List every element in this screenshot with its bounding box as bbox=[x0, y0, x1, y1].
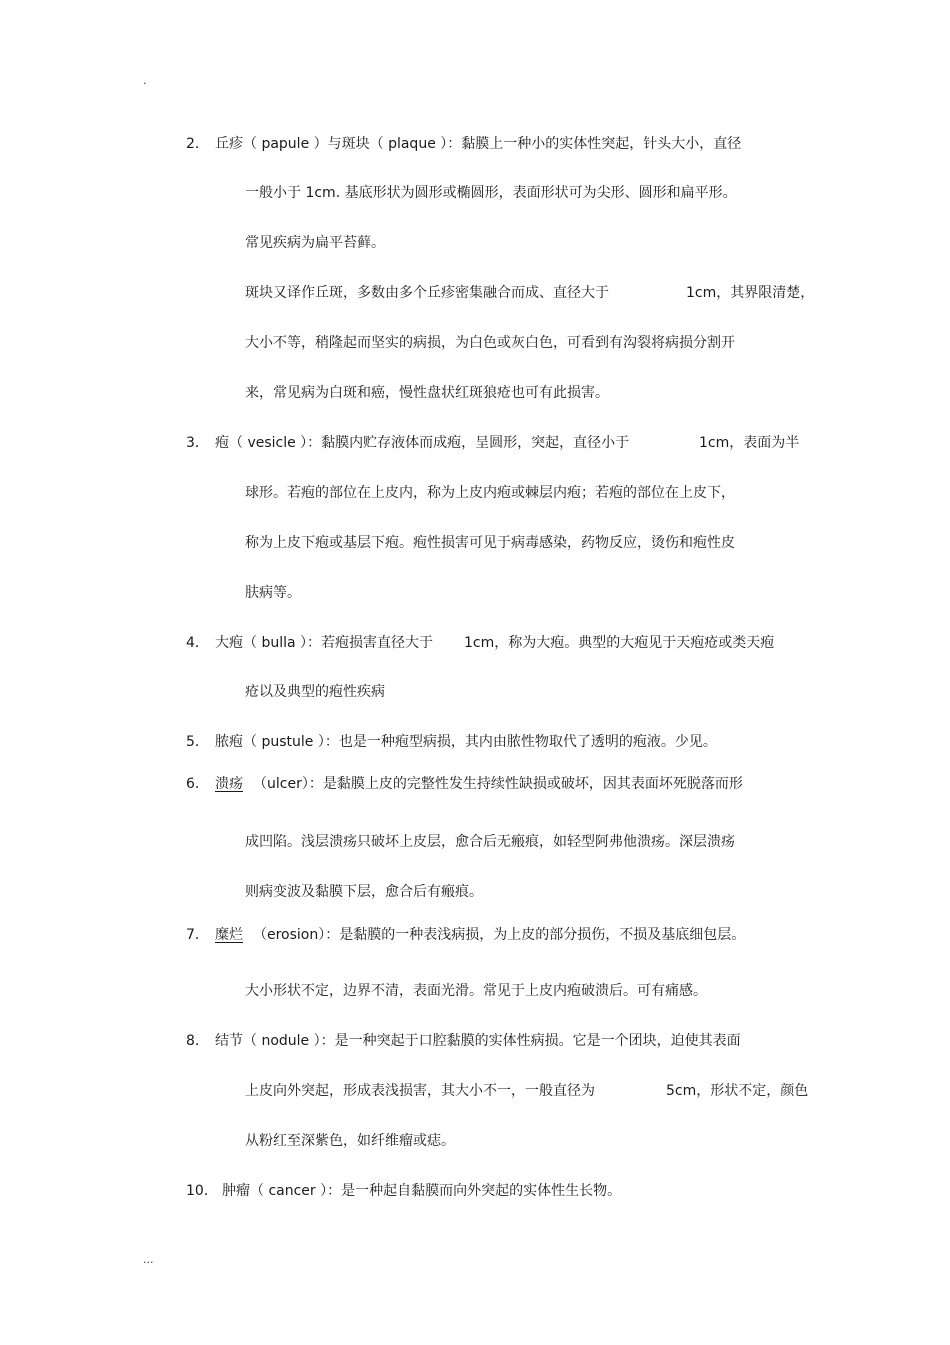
header-mark: . bbox=[143, 74, 147, 87]
item-2-line-6: 来，常见病为白斑和癌，慢性盘状红斑狼疮也可有此损害。 bbox=[245, 385, 609, 401]
item-10-number: 10． bbox=[186, 1183, 218, 1199]
item-2-number: 2． bbox=[186, 136, 209, 152]
item-8-number: 8． bbox=[186, 1033, 209, 1049]
item-5-number: 5． bbox=[186, 734, 209, 750]
item-8-line-2b: 5cm，形状不定，颜色 bbox=[666, 1083, 809, 1099]
item-3-line-2: 球形。若疱的部位在上皮内，称为上皮内疱或棘层内疱；若疱的部位在上皮下， bbox=[245, 485, 735, 501]
item-7-term: 糜烂 bbox=[215, 927, 243, 943]
item-3-number: 3． bbox=[186, 435, 209, 451]
item-2-line-4a: 斑块又译作丘斑，多数由多个丘疹密集融合而成、直径大于 bbox=[245, 285, 609, 301]
item-3-line-1b: 1cm，表面为半 bbox=[699, 435, 800, 451]
item-7-line-1: （erosion）：是黏膜的一种表浅病损，为上皮的部分损伤，不损及基底细包层。 bbox=[253, 927, 746, 943]
item-3-line-1a: 疱（ vesicle ）：黏膜内贮存液体而成疱，呈圆形，突起，直径小于 bbox=[215, 435, 630, 451]
item-7-line-2: 大小形状不定，边界不清，表面光滑。常见于上皮内疱破溃后。可有痛感。 bbox=[245, 983, 707, 999]
item-4-number: 4． bbox=[186, 635, 209, 651]
item-3-line-3: 称为上皮下疱或基层下疱。疱性损害可见于病毒感染，药物反应，烫伤和疱性皮 bbox=[245, 535, 735, 551]
item-5-line-1: 脓疱（ pustule ）：也是一种疱型病损，其内由脓性物取代了透明的疱液。少见。 bbox=[215, 734, 717, 750]
item-2-line-4b: 1cm，其界限清楚， bbox=[686, 285, 815, 301]
item-2-line-2: 一般小于 1cm. 基底形状为圆形或椭圆形，表面形状可为尖形、圆形和扁平形。 bbox=[245, 185, 737, 201]
item-8-line-1: 结节（ nodule ）：是一种突起于口腔黏膜的实体性病损。它是一个团块，迫使其表面 bbox=[215, 1033, 741, 1049]
item-6-line-3: 则病变波及黏膜下层，愈合后有瘢痕。 bbox=[245, 884, 483, 900]
item-6-number: 6． bbox=[186, 776, 209, 792]
item-2-line-3: 常见疾病为扁平苔藓。 bbox=[245, 235, 385, 251]
item-6-term: 溃疡 bbox=[215, 776, 243, 792]
item-4-line-1b: 1cm，称为大疱。典型的大疱见于天疱疮或类天疱 bbox=[464, 635, 775, 651]
item-3-line-4: 肤病等。 bbox=[245, 585, 301, 601]
item-8-line-2a: 上皮向外突起，形成表浅损害，其大小不一，一般直径为 bbox=[245, 1083, 595, 1099]
item-10-line-1: 肿瘤（ cancer ）：是一种起自黏膜而向外突起的实体性生长物。 bbox=[222, 1183, 622, 1199]
item-4-line-2: 疮以及典型的疱性疾病 bbox=[245, 684, 385, 700]
item-6-line-2: 成凹陷。浅层溃疡只破坏上皮层，愈合后无瘢痕，如轻型阿弗他溃疡。深层溃疡 bbox=[245, 834, 735, 850]
item-4-line-1a: 大疱（ bulla ）：若疱损害直径大于 bbox=[215, 635, 434, 651]
item-6-line-1: （ulcer）：是黏膜上皮的完整性发生持续性缺损或破坏，因其表面坏死脱落而形 bbox=[253, 776, 743, 792]
footer-mark: ... bbox=[143, 1253, 154, 1266]
item-2-line-5: 大小不等，稍隆起而坚实的病损，为白色或灰白色，可看到有沟裂将病损分割开 bbox=[245, 335, 735, 351]
item-7-number: 7． bbox=[186, 927, 209, 943]
item-8-line-3: 从粉红至深紫色，如纤维瘤或痣。 bbox=[245, 1133, 455, 1149]
item-2-line-1: 丘疹（ papule ）与斑块（ plaque ）：黏膜上一种小的实体性突起，针头大小，直径 bbox=[215, 136, 742, 152]
